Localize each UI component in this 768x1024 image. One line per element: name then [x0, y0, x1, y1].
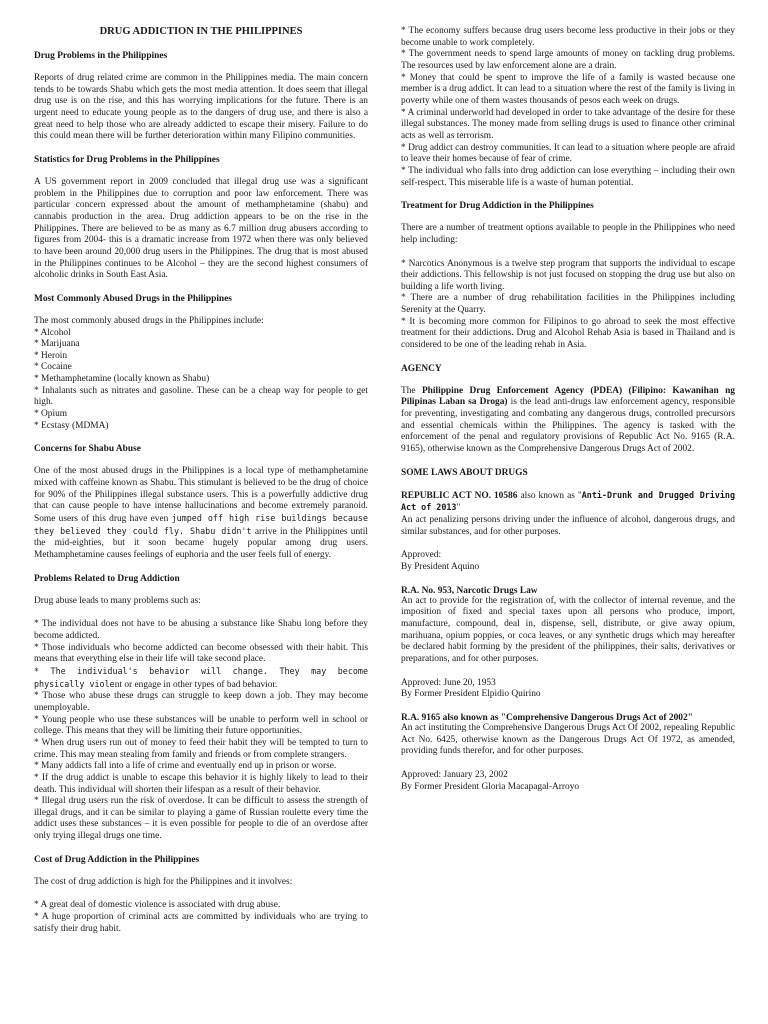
list-item: * Alcohol: [34, 327, 71, 338]
drug-problems-paragraph: Reports of drug related crime are common in the Philippines media. The main concern tends to be towards Shabu which gets the most media attention. It does seem that illegal drug use is on the rise, and this has worrying implications for the future. There is an urgent need to educate young people as to the dangers of drug use, and there is also a great need to help those who are already addicted to escape their misery. Failure to do this could mean there will be further deterioration within many Filipino communities.: [34, 73, 368, 142]
document-title: DRUG ADDICTION IN THE PHILIPPINES: [99, 26, 303, 37]
section-heading-cost: Cost of Drug Addiction in the Philippines: [34, 854, 200, 865]
list-item: * It is becoming more common for Filipinos to go abroad to seek the most effective treatment for their addictions. Drug and Alcohol Rehab Asia is based in Thailand and is considered to be one of the leading rehab in Asia.: [401, 316, 735, 351]
list-item: * Illegal drug users run the risk of overdose. It can be difficult to assess the strength of illegal drugs, and it can be similar to playing a game of Russian roulette every time the addict uses these substances – it is even possible for people to die of an overdose after only trying illegal drugs one time.: [34, 796, 368, 842]
agency-name: Philippine Drug Enforcement Agency (PDEA) (Filipino: Kawanihan ng Pilipinas Laban sa Droga): [401, 385, 735, 408]
list-item: * Narcotics Anonymous is a twelve step program that supports the individual to escape their addictions. This fellowship is not just focused on stopping the drug use but also on building a life worth living.: [401, 258, 735, 292]
ra-9165-description: An act instituting the Comprehensive Dangerous Drugs Act Of 2002, repealing Republic Act No. 6425, otherwise known as the Dangerous Drugs Act Of 1972, as amended, providing funds therefor, and for other purposes.: [401, 722, 735, 757]
cost-list: [34, 900, 368, 935]
section-heading-laws: SOME LAWS ABOUT DRUGS: [401, 467, 528, 478]
shabu-text-b: arrive in the Philippines until the mid-eighties, but it soon became hugely popular among drug users. Methamphetamine causes feelings of euphoria and the user feels full of energy.: [34, 526, 368, 560]
ra-953-description: An act to provide for the registration of, with the collector of internal revenue, and the imposition of fixed and special taxes upon all persons who produce, import, manufacture, compound, deal in, dispense, sell, distribute, or give away opium, marihuana, opium poppies, or coca leaves, or any synthetic drugs which may hereafter be declared habit forming by the president of the philippines, their salts, derivatives or preparations, and for other purposes.: [401, 595, 735, 664]
section-heading-common-drugs: Most Commonly Abused Drugs in the Philippines: [34, 293, 232, 304]
section-heading-agency: AGENCY: [401, 363, 442, 374]
list-item: * Drug addict can destroy communities. It can lead to a situation where people are afraid to leave their homes because of fear of crime.: [401, 142, 735, 165]
list-item: * Cocaine: [34, 362, 72, 373]
shabu-handwritten-text: jumped off high rise buildings because they believed they could fly. Shabu didn't: [34, 513, 369, 536]
section-heading-shabu: Concerns for Shabu Abuse: [34, 444, 141, 455]
statistics-paragraph: A US government report in 2009 concluded that illegal drug use was a significant problem in the Philippines due to corruption and poor law enforcement. There was particular concern expressed about the amount of methamphetamine (shabu) and cannabis production in the area. Drug addiction appears to be on the rise in the Philippines. There are believed to be as many as 6.7 million drug abusers according to figures from 2004- this is a dramatic increase from 1972 when there was only believed to have been around 20,000 drug users in the Philippines. The drug that is most abused in the Philippines continues to be Alcohol – they are the second highest consumers of alcoholic drinks in South East Asia.: [34, 176, 368, 281]
cost-intro: The cost of drug addiction is high for the Philippines and it involves:: [34, 876, 293, 887]
list-item: * Money that could be spent to improve the life of a family is wasted because one member is a drug addict. It can lead to a situation where the rest of the family is living in poverty while one of them wastes thousands of pesos each week on drugs.: [401, 72, 735, 106]
list-item: * Those who abuse these drugs can struggle to keep down a job. They may become unemployable.: [34, 691, 368, 713]
list-item: * A criminal underworld had developed in order to take advantage of the desire for these illegal substances. The money made from selling drugs is used to finance other criminal acts as well as terrorism.: [401, 107, 735, 141]
list-item: * There are a number of drug rehabilitation facilities in the Philippines including Serenity at the Quarry.: [401, 293, 735, 316]
common-drugs-list: [34, 316, 368, 433]
behavior-handwritten-text: * The individual's behavior will change. They may become physically viole: [34, 665, 368, 689]
problems-intro: Drug abuse leads to many problems such as:: [34, 595, 201, 606]
ra-10586-number: REPUBLIC ACT NO. 10586: [401, 490, 518, 501]
shabu-text-a: One of the most abused drugs in the Philippines is a local type of methamphetamine mixed with caffeine known as Shabu. This stimulant is believed to be the drug of choice for 90% of the Philippines illegal substance users. This is a powerfully addictive drug that can cause people to have intense hallucinations and become extremely paranoid. Some users of this drug have even: [34, 466, 368, 525]
shabu-paragraph: [34, 466, 368, 561]
list-item: [34, 666, 368, 691]
section-heading-drug-problems: Drug Problems in the Philippines: [34, 51, 168, 61]
list-item: * A huge proportion of criminal acts are committed by individuals who are trying to satisfy their drug habit.: [34, 912, 368, 934]
agency-text-pre: The: [401, 385, 422, 396]
section-heading-treatment: Treatment for Drug Addiction in the Philippines: [401, 201, 594, 212]
section-heading-statistics: Statistics for Drug Problems in the Philippines: [34, 154, 220, 165]
list-item: * The economy suffers because drug users become less productive in their jobs or they become unable to work completely.: [401, 26, 735, 48]
list-item: * Many addicts fall into a life of crime and eventually end up in prison or worse.: [34, 761, 337, 772]
ra-953-approved: Approved: June 20, 1953: [401, 677, 496, 688]
ra-10586-approved: Approved:: [401, 550, 442, 561]
treatment-intro: There are a number of treatment options available to people in the Philippines who need help including:: [401, 223, 735, 245]
list-item: * Inhalants such as nitrates and gasoline. These can be a cheap way for people to get high.: [34, 385, 368, 408]
ra-10586-description: An act penalizing persons driving under the influence of alcohol, dangerous drugs, and similar substances, and for other purposes.: [401, 515, 735, 537]
list-item: * Young people who use these substances will be unable to perform well in school or college. This means that they will be limiting their future opportunities.: [34, 714, 368, 737]
list-item: * The government needs to spend large amounts of money on tackling drug problems. The resources used by law enforcement alone are a drain.: [401, 49, 735, 71]
ra-953-title: R.A. No. 953, Narcotic Drugs Law: [401, 585, 538, 596]
common-drugs-intro: The most commonly abused drugs in the Philippines include:: [34, 315, 264, 326]
ra-10586-quote-end: ": [456, 503, 461, 514]
list-item: * Marijuana: [34, 339, 80, 350]
treatment-list: [401, 259, 735, 352]
section-heading-problems: Problems Related to Drug Addiction: [34, 573, 180, 584]
list-item: * A great deal of domestic violence is associated with drug abuse.: [34, 900, 281, 911]
problems-list: [34, 619, 368, 842]
agency-text-rest: is the lead anti-drugs law enforcement agency, responsible for preventing, investigating and combating any dangerous drugs, controlled precursors and essential chemicals within the Philippines. The agency is tasked with the enforcement of the penal and regulatory provisions of Republic Act No. 9165 (R.A. 9165), otherwise known as the Comprehensive Dangerous Drugs Act of 2002.: [401, 397, 736, 455]
left-column: [34, 26, 368, 947]
list-item: * When drug users run out of money to feed their habit they will be tempted to turn to crime. This may mean stealing from family and friends or from complete strangers.: [34, 737, 368, 760]
ra-9165-title: R.A. 9165 also known as "Comprehensive Dangerous Drugs Act of 2002": [401, 712, 693, 723]
behavior-text-tail: nt or engage in other types of bad behavior.: [114, 679, 278, 690]
list-item: * If the drug addict is unable to escape this behavior it is highly likely to lead to their death. This individual will shorten their lifespan as a result of their behavior.: [34, 772, 368, 795]
right-column: [401, 26, 735, 805]
list-item: * Those individuals who become addicted can become obsessed with their habit. This means that everything else in their life will take second place.: [34, 642, 368, 665]
ra-10586-aka: also known as ": [517, 490, 582, 501]
cost-list-continued: [401, 26, 735, 189]
ra-10586-by: By President Aquino: [401, 561, 480, 572]
list-item: * Methamphetamine (locally known as Shabu): [34, 374, 210, 385]
list-item: * The individual does not have to be abusing a substance like Shabu long before they become addicted.: [34, 619, 368, 641]
ra-9165-by: By Former President Gloria Macapagal-Arroyo: [401, 781, 580, 792]
list-item: * Ecstasy (MDMA): [34, 420, 109, 431]
list-item: * Opium: [34, 409, 68, 420]
ra-10586-title: [401, 490, 735, 515]
ra-9165-approved: Approved: January 23, 2002: [401, 769, 508, 780]
list-item: * Heroin: [34, 350, 68, 361]
ra-10586-handwritten-name: Anti-Drunk and Drugged Driving Act of 2013: [401, 489, 735, 513]
agency-paragraph: [401, 386, 735, 456]
ra-953-by: By Former President Elpidio Quirino: [401, 689, 541, 700]
list-item: * The individual who falls into drug addiction can lose everything – including their own self-respect. This miserable life is a waste of human potential.: [401, 165, 735, 188]
